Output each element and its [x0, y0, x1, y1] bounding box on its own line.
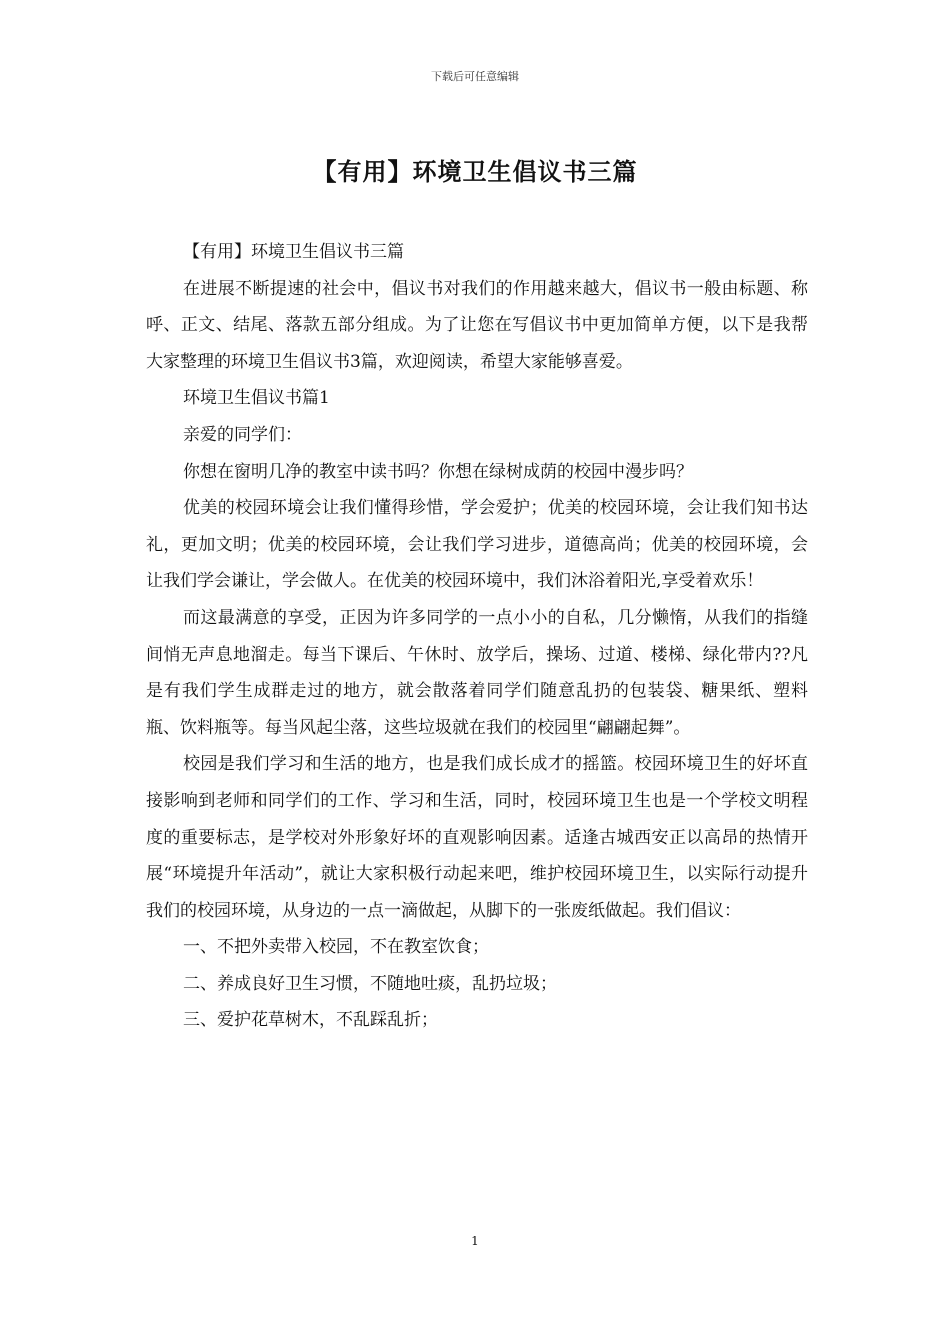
page-number: 1: [471, 1234, 479, 1248]
page-header-note: 下载后可任意编辑: [431, 70, 519, 83]
paragraph-subtitle: 【有用】环境卫生倡议书三篇: [183, 242, 404, 262]
document-body: [146, 234, 808, 1039]
proposal-item-2: 二、养成良好卫生习惯，不随地吐痰，乱扔垃圾；: [183, 973, 557, 994]
paragraph: 你想在窗明几净的教室中读书吗？你想在绿树成荫的校园中漫步吗？: [183, 461, 693, 482]
paragraph-salutation: 亲爱的同学们：: [183, 424, 302, 445]
paragraph-intro: 在进展不断提速的社会中，倡议书对我们的作用越来越大，倡议书一般由标题、称呼、正文、结尾、落款五部分组成。为了让您在写倡议书中更加简单方便，以下是我帮大家整理的环境卫生倡议书3篇，欢迎阅读，希望大家能够喜爱。: [146, 278, 808, 372]
paragraph: 而这最满意的享受，正因为许多同学的一点小小的自私，几分懒惰，从我们的指缝间悄无声息地溜走。每当下课后、午休时、放学后，操场、过道、楼梯、绿化带内??凡是有我们学生成群走过的地方，就会散落着同学们随意乱扔的包装袋、糖果纸、塑料瓶、饮料瓶等。每当风起尘落，这些垃圾就在我们的校园里“翩翩起舞”。: [146, 607, 808, 738]
proposal-item-1: 一、不把外卖带入校园，不在教室饮食；: [183, 937, 489, 958]
paragraph-section-heading: 环境卫生倡议书篇1: [183, 388, 330, 409]
document-title: 【有用】环境卫生倡议书三篇: [312, 157, 638, 186]
paragraph: 校园是我们学习和生活的地方，也是我们成长成才的摇篮。校园环境卫生的好坏直接影响到老师和同学们的工作、学习和生活，同时，校园环境卫生也是一个学校文明程度的重要标志，是学校对外形象好坏的直观影响因素。适逢古城西安正以高昂的热情开展“环境提升年活动”，就让大家积极行动起来吧，维护校园环境卫生，以实际行动提升我们的校园环境，从身边的一点一滴做起，从脚下的一张废纸做起。我们倡议：: [146, 754, 808, 921]
paragraph: 优美的校园环境会让我们懂得珍惜，学会爱护；优美的校园环境，会让我们知书达礼，更加文明；优美的校园环境，会让我们学习进步，道德高尚；优美的校园环境，会让我们学会谦让，学会做人。在优美的校园环境中，我们沐浴着阳光,享受着欢乐！: [146, 498, 808, 592]
proposal-item-3: 三、爱护花草树木，不乱踩乱折；: [183, 1010, 438, 1031]
